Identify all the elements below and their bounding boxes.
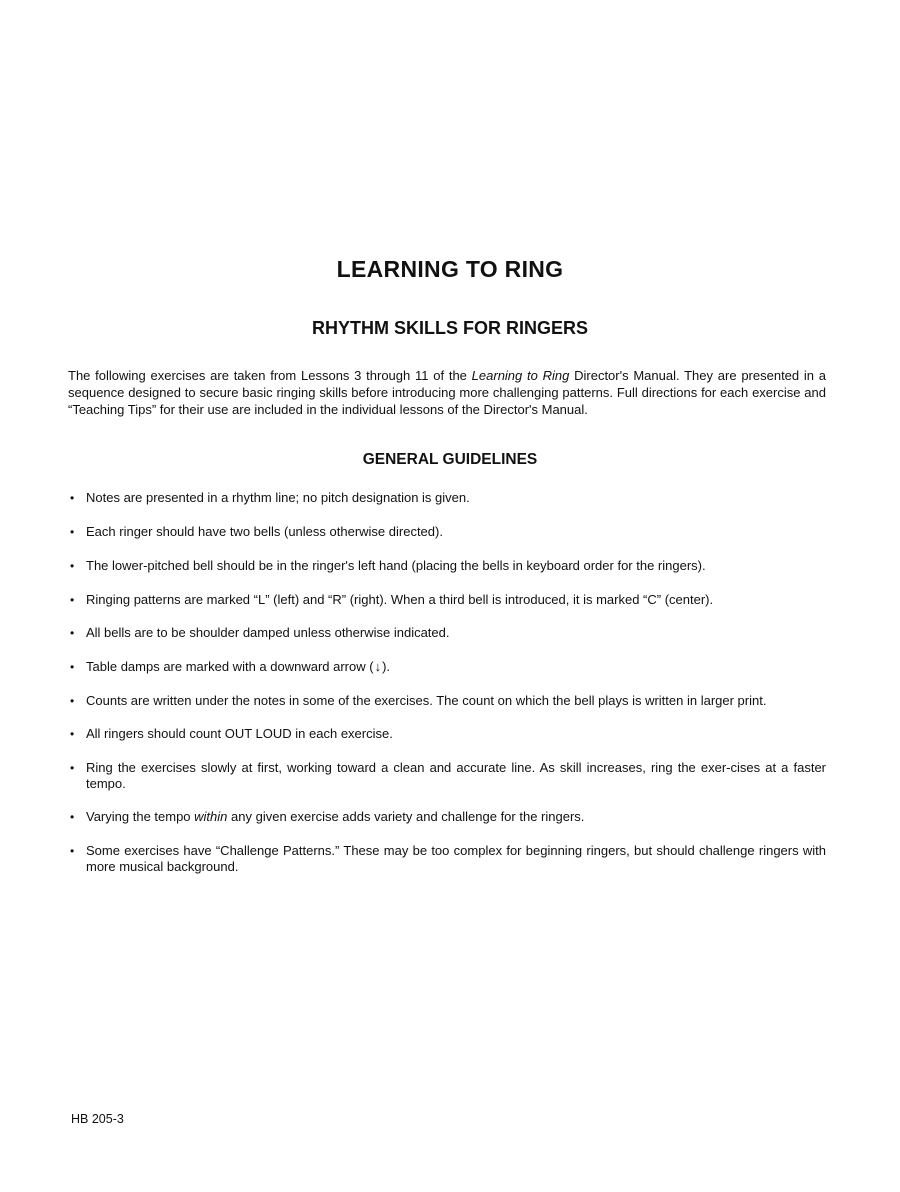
down-arrow-icon: ↓ (374, 659, 382, 674)
guideline-text: All bells are to be shoulder damped unless otherwise indicated. (86, 625, 450, 640)
list-item (68, 625, 826, 641)
bullet-icon: • (70, 525, 75, 539)
page-title: LEARNING TO RING (336, 256, 564, 282)
list-item (68, 760, 826, 792)
list-item (68, 693, 826, 709)
guideline-text: Counts are written under the notes in some of the exercises. The count on which the bell plays is written in larger print. (86, 693, 767, 708)
list-item (68, 524, 826, 540)
guideline-text-start: Table damps are marked with a downward arrow ( (86, 659, 374, 674)
guideline-text: Ring the exercises slowly at first, working toward a clean and accurate line. As skill increases, ring the exer-cises at a faster tempo. (86, 760, 826, 791)
guideline-text: All ringers should count OUT LOUD in each exercise. (86, 726, 393, 741)
bullet-icon: • (70, 660, 75, 674)
guideline-text: Ringing patterns are marked “L” (left) and “R” (right). When a third bell is introduced, it is marked “C” (center). (86, 592, 714, 607)
list-item (68, 558, 826, 574)
bullet-icon: • (70, 626, 75, 640)
list-item (68, 843, 826, 875)
guideline-text: The lower-pitched bell should be in the ringer's left hand (placing the bells in keyboard order for the ringers). (86, 558, 706, 573)
footer-page-code: HB 205-3 (71, 1112, 124, 1126)
bullet-icon: • (70, 727, 75, 741)
manual-title: Learning to Ring (471, 368, 570, 383)
guideline-text-start: Varying the tempo (86, 809, 195, 824)
bullet-icon: • (70, 593, 75, 607)
bullet-icon: • (70, 694, 75, 708)
guideline-text-end: any given exercise adds variety and challenge for the ringers. (227, 809, 585, 824)
list-item (68, 659, 826, 675)
list-item (68, 726, 826, 742)
bullet-icon: • (70, 844, 75, 858)
guideline-text: Some exercises have “Challenge Patterns.” These may be too complex for beginning ringers, but should challenge ringers with more musical background. (86, 843, 826, 874)
intro-text-start: The following exercises are taken from Lessons 3 through 11 of the (68, 368, 472, 383)
emphasis-within: within (194, 809, 228, 824)
guideline-text: Notes are presented in a rhythm line; no pitch designation is given. (86, 490, 470, 505)
intro-paragraph (68, 367, 826, 418)
list-item (68, 490, 826, 506)
bullet-icon: • (70, 491, 75, 505)
list-item (68, 809, 826, 825)
list-item (68, 592, 826, 608)
page-subtitle: RHYTHM SKILLS FOR RINGERS (311, 318, 588, 338)
guidelines-list (68, 490, 826, 892)
bullet-icon: • (70, 559, 75, 573)
guideline-text (86, 659, 390, 674)
section-heading-guidelines: GENERAL GUIDELINES (362, 451, 538, 468)
guideline-text-end: ). (382, 659, 391, 674)
guideline-text: Each ringer should have two bells (unless otherwise directed). (86, 524, 443, 539)
bullet-icon: • (70, 810, 75, 824)
bullet-icon: • (70, 761, 75, 775)
intro-text-end: Director's Manual. They are presented in a sequence designed to secure basic ringing skills before introducing more challenging patterns. Full directions for each exercise and “Teaching Tips” for their use are included in the individual lessons of the Director's Manual. (68, 368, 826, 417)
guideline-text (86, 809, 584, 824)
